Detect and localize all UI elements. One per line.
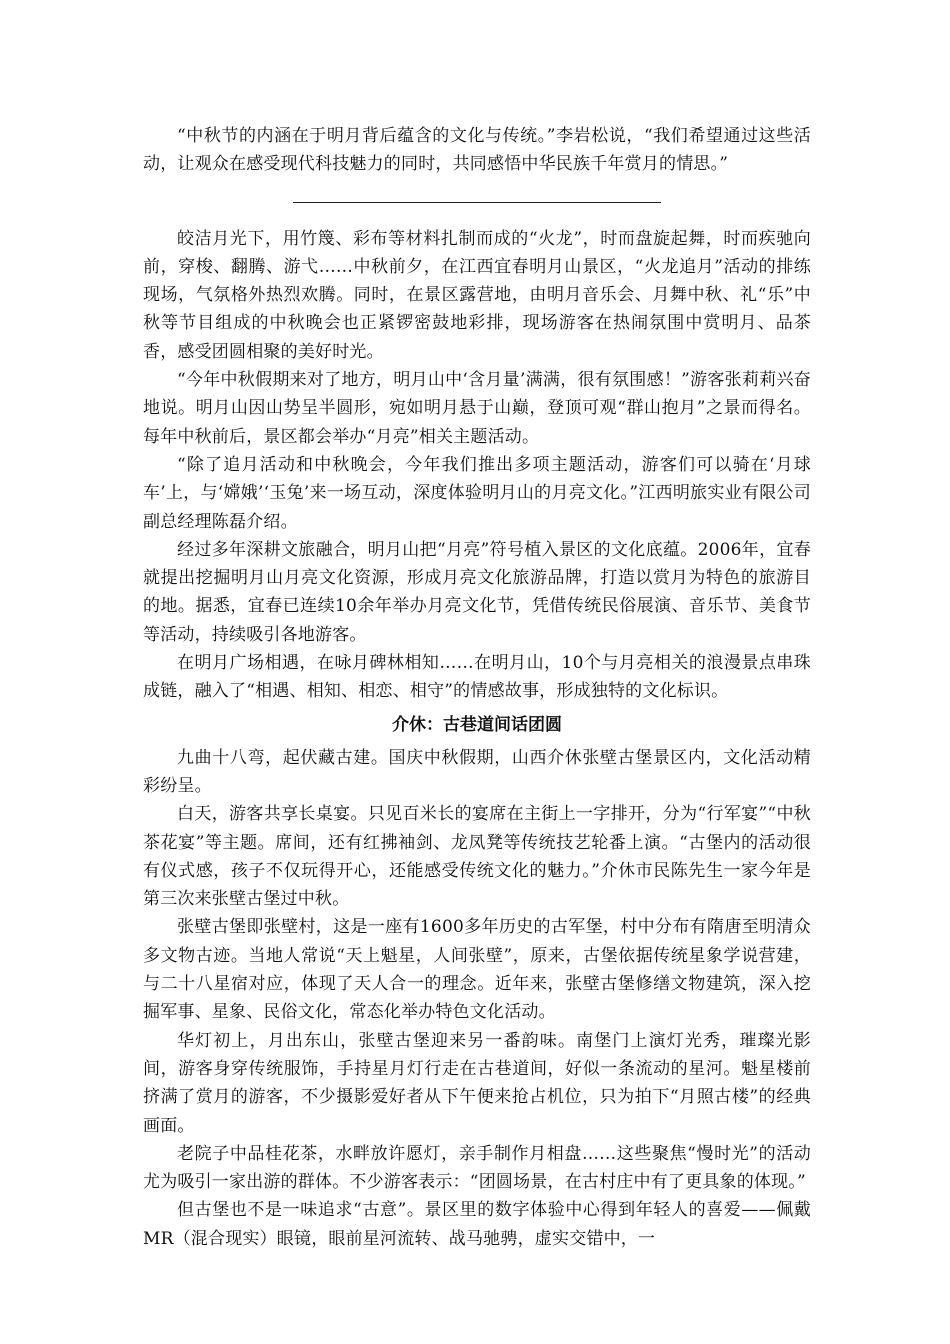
paragraph: 经过多年深耕文旅融合，明月山把“月亮”符号植入景区的文化底蕴。2006年，宜春就提出挖掘明月山月亮文化资源，形成月亮文化旅游品牌，打造以赏月为特色的旅游目的地。据悉，宜春已连续10余年举办月亮文化节，凭借传统民俗展演、音乐节、美食节等活动，持续吸引各地游客。 [143, 539, 811, 645]
article-page [143, 122, 811, 1253]
paragraph: 华灯初上，月出东山，张壁古堡迎来另一番韵味。南堡门上演灯光秀，璀璨光影间，游客身穿传统服饰，手持星月灯行走在古巷道间，好似一条流动的星河。魁星楼前挤满了赏月的游客，不少摄影爱好者从下午便来抢占机位，只为拍下“月照古楼”的经典画面。 [143, 1030, 811, 1136]
paragraph: 在明月广场相遇，在咏月碑林相知……在明月山，10个与月亮相关的浪漫景点串珠成链，融入了“相遇、相知、相恋、相守”的情感故事，形成独特的文化标识。 [143, 653, 811, 702]
paragraph: 张壁古堡即张壁村，这是一座有1600多年历史的古军堡，村中分布有隋唐至明清众多文物古迹。当地人常说“天上魁星，人间张壁”，原来，古堡依据传统星象学说营建，与二十八星宿对应，体现了天人合一的理念。近年来，张壁古堡修缮文物建筑，深入挖掘军事、星象、民俗文化，常态化举办特色文化活动。 [143, 917, 811, 1023]
paragraph: 皎洁月光下，用竹篾、彩布等材料扎制而成的“火龙”，时而盘旋起舞，时而疾驰向前，穿梭、翻腾、游弋……中秋前夕，在江西宜春明月山景区，“火龙追月”活动的排练现场，气氛格外热烈欢腾。同时，在景区露营地，由明月音乐会、月舞中秋、礼“乐”中秋等节目组成的中秋晚会也正紧锣密鼓地彩排，现场游客在热闹氛围中赏明月、品茶香，感受团圆相聚的美好时光。 [143, 228, 811, 362]
paragraph: “中秋节的内涵在于明月背后蕴含的文化与传统。”李岩松说，“我们希望通过这些活动，让观众在感受现代科技魅力的同时，共同感悟中华民族千年赏月的情思。” [143, 126, 811, 175]
paragraph: 但古堡也不是一味追求“古意”。景区里的数字体验中心得到年轻人的喜爱——佩戴MR（混合现实）眼镜，眼前星河流转、战马驰骋，虚实交错中，一 [143, 1200, 811, 1249]
section-heading: 介休：古巷道间话团圆 [392, 714, 562, 735]
paragraph: 九曲十八弯，起伏藏古建。国庆中秋假期，山西介休张壁古堡景区内，文化活动精彩纷呈。 [143, 747, 811, 796]
paragraph: 白天，游客共享长桌宴。只见百米长的宴席在主街上一字排开，分为“行军宴”“中秋茶花宴”等主题。席间，还有红拂袖剑、龙凤凳等传统技艺轮番上演。“古堡内的活动很有仪式感，孩子不仅玩得开心，还能感受传统文化的魅力。”介休市民陈先生一家今年是第三次来张壁古堡过中秋。 [143, 804, 811, 910]
paragraph: “今年中秋假期来对了地方，明月山中‘含月量’满满，很有氛围感！”游客张莉莉兴奋地说。明月山因山势呈半圆形，宛如明月悬于山巅，登顶可观“群山抱月”之景而得名。每年中秋前后，景区都会举办“月亮”相关主题活动。 [143, 370, 811, 447]
paragraph: 老院子中品桂花茶，水畔放许愿灯，亲手制作月相盘……这些聚焦“慢时光”的活动尤为吸引一家出游的群体。不少游客表示：“团圆场景，在古村庄中有了更具象的体现。” [143, 1143, 811, 1193]
section-divider [293, 202, 661, 203]
paragraph: “除了追月活动和中秋晚会，今年我们推出多项主题活动，游客们可以骑在‘月球车’上，与‘嫦娥’‘玉兔’来一场互动，深度体验明月山的月亮文化。”江西明旅实业有限公司副总经理陈磊介绍。 [143, 454, 811, 532]
